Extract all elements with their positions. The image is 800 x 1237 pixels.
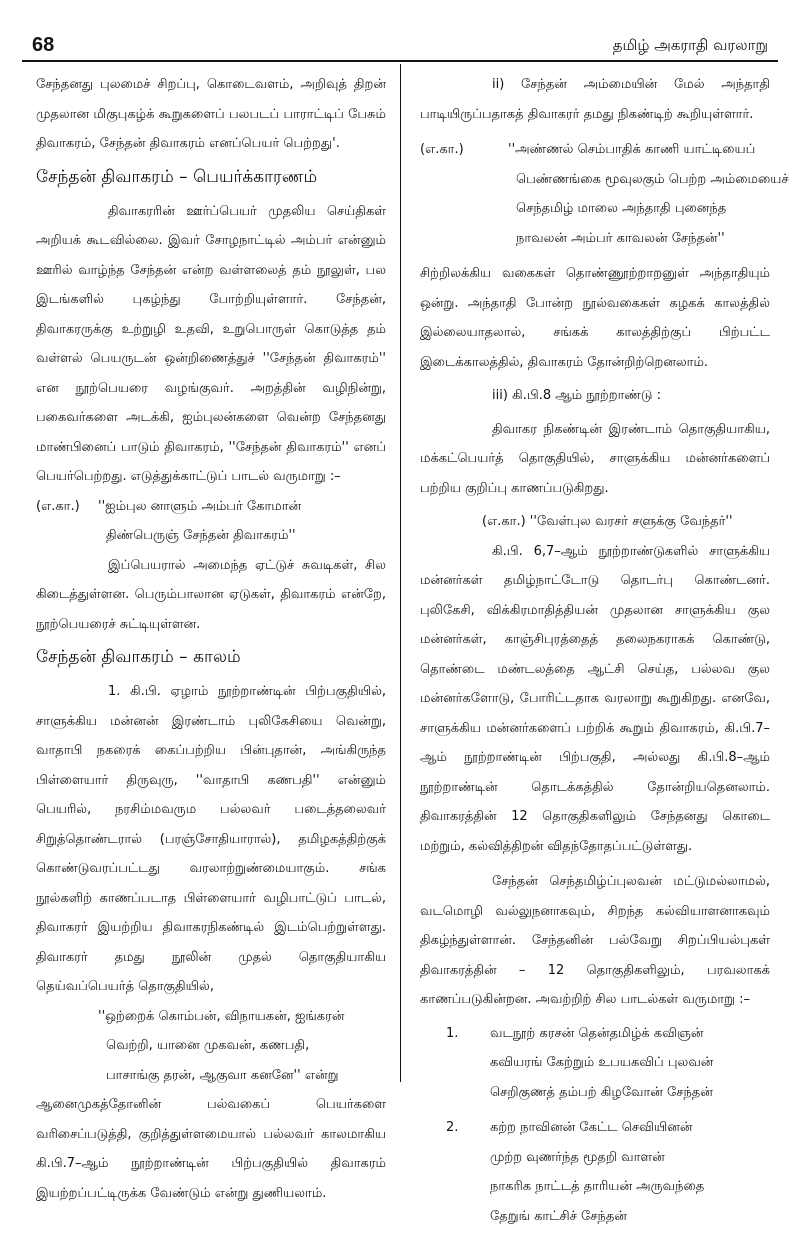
verse-block (36, 1002, 386, 1091)
verse-line: முற்ற வுணர்ந்த மூதறி வாளன் (490, 1149, 665, 1165)
example-quote (420, 135, 789, 253)
header-rule (22, 60, 778, 62)
verse-line: ''ஐம்புல னாளும் அம்பர் கோமான் (98, 498, 302, 514)
verse-line: பெண்ணங்கை மூவுலகும் பெற்ற அம்மையைச் (516, 171, 789, 187)
list-number: 1. (446, 1025, 459, 1041)
paragraph: ii) சேந்தன் அம்மையின் மேல் அந்தாதி பாடியிருப்பதாகத் திவாகரர் தமது நிகண்டிற் கூறியுள்ளார். (420, 77, 770, 122)
right-column (420, 70, 789, 1237)
verse-line: வடநூற் கரசன் தென்தமிழ்க் கவிஞன் (490, 1025, 704, 1041)
column-divider (400, 64, 401, 1082)
section-heading: சேந்தன் திவாகரம் – பெயர்க்காரணம் (36, 166, 318, 187)
verse-line: தேறுங் காட்சிச் சேந்தன் (490, 1208, 627, 1224)
verse-list (420, 1019, 770, 1232)
verse-line: ''ஒற்றைக் கொம்பன், விநாயகன், ஐங்கரன் (98, 1008, 345, 1024)
verse-line: பாசாங்கு தரன், ஆகுவா கனனே'' என்று (106, 1067, 339, 1083)
page-number: 68 (32, 34, 55, 56)
verse-line: நாவலன் அம்பர் காவலன் சேந்தன்'' (516, 230, 725, 246)
paragraph: திவாகரரின் ஊர்ப்பெயர் முதலிய செய்திகள் அறியக் கூடவில்லை. இவர் சோழநாட்டில் அம்பர் என்னும் ஊரில் வாழ்ந்த சேந்தன் என்ற வள்ளலைத் தம் நூலுள், பல இடங்களில் புகழ்ந்து போற்றியுள்ளார். சேந்தன், திவாகரருக்கு உற்றுழி உதவி, உறுபொருள் கொடுத்த தம் வள்ளல் பெயருடன் ஒன்றிணைத்துச் ''சேந்தன் திவாகரம்'' என நூற்பெயரை வழங்குவர். அறத்தின் வழிநின்று, பகைவர்களை அடக்கி, ஐம்புலன்களை வென்ற சேந்தனது மாண்பினைப் பாடும் திவாகரம், ''சேந்தன் திவாகரம்'' எனப் பெயர்பெற்றது. எடுத்துக்காட்டுப் பாடல் வருமாறு :– (36, 203, 386, 484)
paragraph: திவாகர நிகண்டின் இரண்டாம் தொகுதியாகிய, மக்கட்பெயர்த் தொகுதியில், சாளுக்கிய மன்னர்களைப் பற்றிய குறிப்பு காணப்படுகிறது. (420, 421, 770, 496)
verse-line: திண்பெருஞ் சேந்தன் திவாகரம்'' (106, 528, 296, 543)
example-quote: (எ.கா.) ''வேள்புல வரசர் சளுக்கு வேந்தர்'' (482, 514, 733, 529)
list-number: 2. (446, 1120, 459, 1135)
list-item (420, 1019, 770, 1108)
example-quote (36, 492, 386, 551)
paragraph: ஆனைமுகத்தோனின் பல்வகைப் பெயர்களை வரிசைப்படுத்தி, குறித்துள்ளமையால் பல்லவர் காலமாகிய கி.பி.7–ஆம் நூற்றாண்டின் பிற்பகுதியில் திவாகரம் இயற்றப்பட்டிருக்க வேண்டும் என்று துணியலாம். (36, 1097, 386, 1201)
list-item (420, 1113, 770, 1231)
verse-line: ''அண்ணல் செம்பாதிக் காணி யாட்டியைப் (508, 142, 756, 157)
verse-line: கவியரங் கேற்றும் உபயகவிப் புலவன் (490, 1055, 714, 1070)
verse-line: செந்தமிழ் மாலை அந்தாதி புனைந்த (516, 201, 727, 216)
verse-line: வெற்றி, யானை முகவன், கணபதி, (106, 1038, 310, 1053)
section-heading: சேந்தன் திவாகரம் – காலம் (36, 647, 241, 667)
paragraph: 1. கி.பி. ஏழாம் நூற்றாண்டின் பிற்பகுதியில், சாளுக்கிய மன்னன் இரண்டாம் புலிகேசியை வென்று, வாதாபி நகரைக் கைப்பற்றிய பின்புதான், அங்கிருந்த பிள்ளையார் திருவுரு, ''வாதாபி கணபதி'' என்னும் பெயரில், நரசிம்மவரும பல்லவர் படைத்தலைவர் சிறுத்தொண்டரால் (பரஞ்சோதியாரால்), தமிழகத்திற்குக் கொண்டுவரப்பட்டது வரலாற்றுண்மையாகும். சங்க நூல்களிற் காணப்படாத பிள்ளையார் வழிபாட்டுப் பாடல், திவாகரர் இயற்றிய திவாகரநிகண்டில் இடம்பெற்றுள்ளது. திவாகரர் தமது நூலின் முதல் தொகுதியாகிய தெய்வப்பெயர்த் தொகுதியில், (36, 684, 386, 994)
example-label: (எ.கா.) (36, 498, 80, 514)
example-label: (எ.கா.) (420, 142, 464, 157)
verse-line: கற்ற நாவினன் கேட்ட செவியினன் (490, 1120, 693, 1135)
running-title: தமிழ் அகராதி வரலாறு (612, 36, 768, 54)
paragraph: சேந்தனது புலமைச் சிறப்பு, கொடைவளம், அறிவுத் திறன் முதலான மிகுபுகழ்க் கூறுகளைப் பலபடப் பாராட்டிப் பேசும் திவாகரம், சேந்தன் திவாகரம் எனப்பெயர் பெற்றது'. (36, 77, 386, 151)
paragraph: சிற்றிலக்கிய வகைகள் தொண்ணூற்றாறனுள் அந்தாதியும் ஒன்று. அந்தாதி போன்ற நூல்வகைகள் கழகக் காலத்தில் இல்லையாதலால், சங்கக் காலத்திற்குப் பிற்பட்ட இடைக்காலத்தில், திவாகரம் தோன்றிற்றெனலாம். (420, 266, 770, 370)
paragraph: கி.பி. 6,7–ஆம் நூற்றாண்டுகளில் சாளுக்கிய மன்னர்கள் தமிழ்நாட்டோடு தொடர்பு கொண்டனர். புலிகேசி, விக்கிரமாதித்தியன் முதலான சாளுக்கிய குல மன்னர்கள், காஞ்சிபுரத்தைத் தலைநகராகக் கொண்டு, தொண்டை மண்டலத்தை ஆட்சி செய்த, பல்லவ குல மன்னர்களோடு, போரிட்டதாக வரலாறு கூறுகிறது. எனவே, சாளுக்கிய மன்னர்களைப் பற்றிக் கூறும் திவாகரம், கி.பி.7–ஆம் நூற்றாண்டின் பிற்பகுதி, அல்லது கி.பி.8–ஆம் நூற்றாண்டின் தொடக்கத்தில் தோன்றியதெனலாம். திவாகரத்தின் 12 தொகுதிகளிலும் சேந்தனது கொடை மற்றும், கல்வித்திறன் விதந்தோதப்பட்டுள்ளது. (420, 543, 770, 854)
paragraph: இப்பெயரால் அமைந்த ஏட்டுச் சுவடிகள், சில கிடைத்துள்ளன. பெரும்பாலான ஏடுகள், திவாகரம் என்றே, நூற்பெயரைச் சுட்டியுள்ளன. (36, 557, 386, 632)
verse-line: செறிகுணத் தம்பற் கிழவோன் சேந்தன் (490, 1084, 713, 1100)
page-header (22, 30, 778, 60)
verse-line: நாகரிக நாட்டத் தாரியன் அருவந்தை (490, 1179, 705, 1194)
paragraph: சேந்தன் செந்தமிழ்ப்புலவன் மட்டுமல்லாமல், வடமொழி வல்லுநனாகவும், சிறந்த கல்வியாளனாகவும் திகழ்ந்துள்ளான். சேந்தனின் பல்வேறு சிறப்பியல்புகள் திவாகரத்தின் – 12 தொகுதிகளிலும், பரவலாகக் காணப்படுகின்றன. அவற்றிற் சில பாடல்கள் வருமாறு :– (420, 874, 770, 1007)
left-column (36, 70, 386, 1208)
sub-heading: iii) கி.பி.8 ஆம் நூற்றாண்டு : (492, 388, 662, 403)
